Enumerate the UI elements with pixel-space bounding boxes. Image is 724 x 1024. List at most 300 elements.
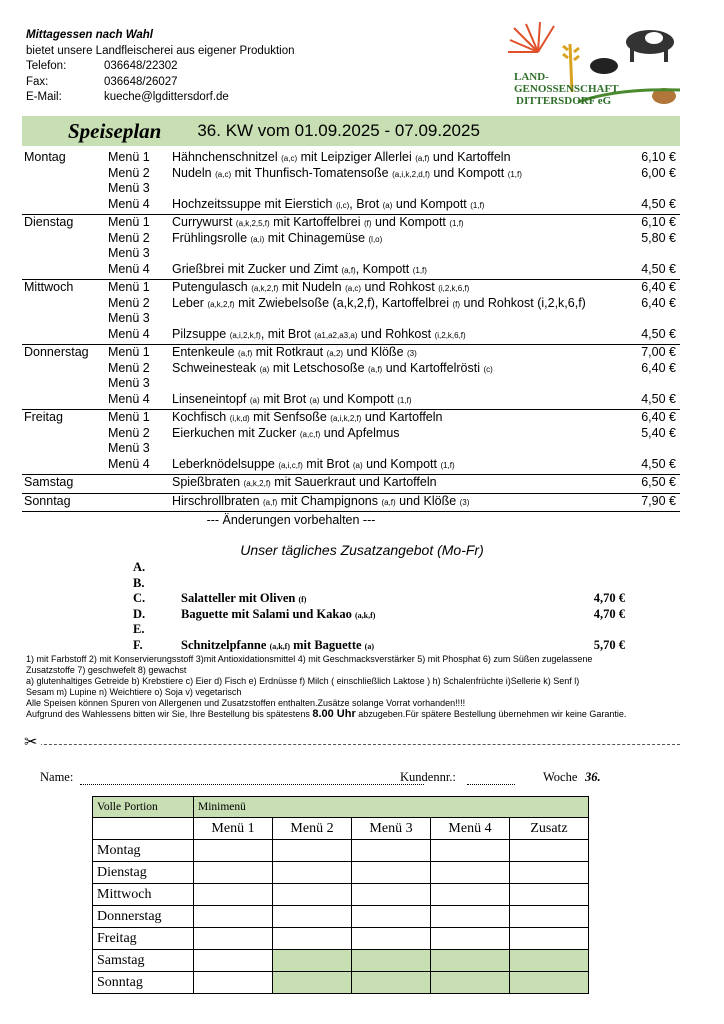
menu-line [22,311,680,327]
dish-side: mit Senfsoße [249,410,331,424]
pig-icon [590,58,618,74]
extra-price: 4,70 € [593,606,625,621]
menu-number: Menü 4 [108,261,150,276]
menu-line [22,181,680,197]
day-label [22,231,108,247]
menu-number: Menü 3 [108,311,150,325]
extra-letter: E. [133,622,145,636]
price: 6,40 € [641,295,676,310]
order-table [92,796,589,994]
menu-line [22,280,680,296]
allergen-code: (a,i,c,f) [278,460,303,470]
day-label [22,457,108,473]
header-title: Mittagessen nach Wahl [26,29,153,41]
day-label: Donnerstag [24,345,89,359]
menu-number: Menü 4 [108,326,150,341]
column-header: Menü 2 [273,818,352,840]
plan-title: Speiseplan [68,118,162,143]
scissors-icon: ✂ [24,735,41,751]
dish-text [172,494,680,510]
dish-text [172,262,680,278]
allergen-code: (a,k,f) [354,610,376,620]
order-checkbox-cell[interactable] [510,840,589,862]
dish-text [172,441,680,457]
extra-price: 4,70 € [593,591,625,605]
menu-line [22,410,680,426]
extra-item [133,591,633,607]
menu-line [22,150,680,166]
order-checkbox-cell[interactable] [273,928,352,950]
dish-side: und Klöße [343,345,407,359]
dish-side: , Kompott [355,261,413,276]
day-label [22,361,108,377]
dish-text [172,327,680,343]
customer-number-field[interactable] [467,772,515,785]
extra-letter: B. [133,575,145,590]
allergen-code: (a,k,2,5,f) [235,219,270,228]
allergen-code: (i,2,k,6,f) [434,330,466,340]
day-label: Montag [24,150,66,164]
column-header-row [93,818,589,840]
dish-text [172,231,680,247]
header-subtitle: bietet unsere Landfleischerei aus eigener Produktion [26,44,295,57]
price: 5,40 € [641,425,676,440]
extra-dish: Salatteller mit Oliven [181,591,299,605]
price: 4,50 € [641,391,676,406]
logo-text-1: LAND- [514,71,549,83]
menu-number: Menü 2 [108,230,150,245]
allergen-code: (a,i,2,k,f) [229,330,261,340]
dish-name: Leber [172,295,204,310]
dish-side: und Kartoffelrösti [382,360,484,375]
allergen-code: (a) [309,395,320,405]
day-label [22,181,108,197]
menu-line [22,231,680,247]
dish-name: Frühlingsrolle [172,230,248,245]
menu-number: Menü 2 [108,425,150,440]
extra-item [133,576,633,592]
dish-name: Pilzsuppe [172,326,227,341]
dish-side: mit Rotkraut [252,345,327,359]
row-day: Samstag [93,950,194,972]
allergen-code: (1,f) [470,200,485,210]
menu-line [22,215,680,231]
row-day: Freitag [93,928,194,950]
menu-number: Menü 1 [108,150,150,164]
dish-name: Putengulasch [172,280,248,294]
allergen-code: (a) [352,460,363,470]
price: 4,50 € [641,326,676,341]
day-label [22,246,108,262]
order-checkbox-cell[interactable] [352,906,431,928]
order-checkbox-cell[interactable] [510,906,589,928]
allergen-code: (a) [249,395,260,405]
dish-text [172,392,680,408]
extras-list [133,560,633,653]
price: 6,10 € [641,215,676,229]
dish-side: mit Brot [302,456,353,471]
allergen-code: (i,2,k,6,f) [438,284,470,293]
dish-text [172,215,680,231]
dish-name: Grießbrei mit Zucker und Zimt [172,261,339,276]
allergen-code: (a) [364,641,374,651]
allergen-code: (a,c) [215,169,232,179]
allergen-code: (a,f) [368,364,383,374]
order-checkbox-cell[interactable] [194,884,273,906]
allergen-code: (f) [452,299,461,309]
order-checkbox-cell [273,972,352,994]
allergen-code: (a,i,k,2,d,f) [392,169,430,179]
allergen-code: (a,c) [281,154,298,163]
price: 5,80 € [641,230,676,245]
dish-text [172,345,680,361]
menu-number: Menü 1 [108,215,150,229]
dish-side: mit Kartoffelbrei [269,215,364,229]
allergen-code: (a,k,2,f) [243,479,271,488]
dish-name: Schweinesteak [172,360,257,375]
dish-name: Spießbraten [172,475,241,489]
menu-line [22,296,680,312]
column-header: Menü 1 [194,818,273,840]
price: 6,00 € [641,165,676,180]
menu-line [22,345,680,361]
extra-item [133,607,633,623]
order-checkbox-cell[interactable] [352,928,431,950]
menu-number: Menü 4 [108,391,150,406]
dish-name: Hähnchenschnitzel [172,150,278,164]
dish-text [172,280,680,296]
menu-number: Menü 1 [108,410,150,424]
day-label [22,296,108,312]
price: 6,10 € [641,150,676,164]
menu-number: Menü 3 [108,246,150,260]
order-checkbox-cell[interactable] [510,862,589,884]
allergen-code: (a,f) [238,349,253,358]
allergen-code: (a) [382,200,393,210]
day-label [22,166,108,182]
order-row [93,972,589,994]
menu-line [22,361,680,377]
dish-name: Eierkuchen mit Zucker [172,425,297,440]
menu-number: Menü 4 [108,456,150,471]
allergen-code: (1,f) [412,265,427,275]
menu-line [22,376,680,392]
dish-side: mit Letschosoße [269,360,368,375]
extras-title: Unser tägliches Zusatzangebot (Mo-Fr) [240,542,484,558]
day-block-sonntag [22,494,680,513]
extra-letter: C. [133,591,146,605]
allergen-code: (a,i) [250,234,265,244]
logo-text-3: DITTERSDORF eG [516,95,612,107]
extra-item [133,638,633,654]
order-checkbox-cell [352,972,431,994]
dish-side: und Kompott [392,196,471,211]
price: 6,40 € [641,360,676,375]
order-checkbox-cell[interactable] [352,862,431,884]
day-block-dienstag [22,215,680,280]
order-checkbox-cell[interactable] [273,906,352,928]
company-logo [508,22,680,114]
menu-line [22,392,680,408]
extra-price: 5,70 € [593,637,625,652]
day-label [22,311,108,327]
price: 6,50 € [641,475,676,489]
order-checkbox-cell[interactable] [273,862,352,884]
row-day: Montag [93,840,194,862]
menu-number: Menü 1 [108,345,150,359]
name-field[interactable] [80,772,424,785]
allergen-code: (i,c) [335,200,350,210]
dish-side: und Rohkost (i,2,k,6,f) [460,295,586,310]
order-checkbox-cell[interactable] [352,884,431,906]
order-checkbox-cell[interactable] [194,972,273,994]
allergen-code: (a,f) [415,154,430,163]
dish-side: und Rohkost [357,326,435,341]
dish-name: Currywurst [172,215,233,229]
dish-side: mit Thunfisch-Tomatensoße [231,165,393,180]
allergen-code: (i,k,d) [229,414,250,423]
dish-text [172,296,680,312]
extra-dish-side: mit Baguette [290,637,365,652]
dish-name: Hochzeitssuppe mit Eierstich [172,196,333,211]
day-label: Freitag [24,410,63,424]
extra-dish: Schnitzelpfanne [181,637,270,652]
contact-fax: Fax: 036648/26027 [26,75,178,88]
allergen-code: (1,f) [449,219,464,228]
order-checkbox-cell[interactable] [431,906,510,928]
order-checkbox-cell[interactable] [431,884,510,906]
sun-rays-icon [508,22,554,52]
extra-item [133,560,633,576]
dish-side: mit Zwiebelsoße (a,k,2,f) [234,295,375,310]
order-checkbox-cell[interactable] [352,840,431,862]
menu-line [22,197,680,213]
order-deadline: Aufgrund des Wahlessens bitten wir Sie, Ihre Bestellung bis spätestens 8.00 Uhr abzugeben.Für spätere Bestellung übernehmen wir keine Garantie. [26,708,627,720]
dish-side: mit Champignons [277,493,382,508]
dish-side: , Brot [349,196,383,211]
price: 4,50 € [641,456,676,471]
name-label: Name: [40,770,74,784]
allergen-code: (c) [483,364,493,374]
allergen-code: (1,f) [397,395,412,405]
menu-table [22,150,680,527]
dish-text [172,426,680,442]
column-header: Menü 4 [431,818,510,840]
order-checkbox-cell[interactable] [194,906,273,928]
order-checkbox-cell[interactable] [431,928,510,950]
column-header: Menü 3 [352,818,431,840]
dish-text [172,311,680,327]
price: 7,00 € [641,345,676,359]
allergen-code: (a,f) [341,265,356,275]
dish-text [172,376,680,392]
changes-note: --- Änderungen vorbehalten --- [206,513,376,527]
price: 4,50 € [641,196,676,211]
empty-cell [93,818,194,840]
order-checkbox-cell[interactable] [273,884,352,906]
order-checkbox-cell[interactable] [194,840,273,862]
menu-line [22,246,680,262]
footnotes: 1) mit Farbstoff 2) mit Konservierungsstoff 3)mit Antioxidationsmittel 4) mit Geschmacksverstärker 5) mit Phosphat 6) zum Süßen zugelassene Zusatzstoffe 7) geschwefelt 8) gewachst a) glutenhaltiges Getreide b) Krebstiere c) Eier d) Fisch e) Erdnüsse f) Milch ( einschließlich Laktose ) h) Schalenfrüchte i)Sellerie k) Senf l) Sesam m) Lupine n) Weichtiere o) Soja v) vegetarisch Alle Speisen können Spuren von Allergenen und Zusatzstoffen enthalten.Zusätze solange Vorrat vorhanden!!!! Aufgrund des Wahlessens bitten wir Sie, Ihre Bestellung bis spätestens 8.00 Uhr abzugeben.Für spätere Bestellung übernehmen wir keine Garantie. [26,654,706,720]
order-checkbox-cell [510,972,589,994]
menu-line [22,327,680,343]
dish-name: Kochfisch [172,410,227,424]
menu-line [22,441,680,457]
price: 6,40 € [641,280,676,294]
dish-text [172,150,680,166]
dish-side: mit Sauerkraut und Kartoffeln [270,475,437,489]
dish-text [172,166,680,182]
dish-side: , Kartoffelbrei [374,295,453,310]
menu-line [22,426,680,442]
dish-side: und Kompott [429,165,508,180]
order-checkbox-cell [273,950,352,972]
customer-number-label: Kundennr.: [400,770,456,784]
dish-side: mit Leipziger Allerlei [297,150,416,164]
allergen-code: (a,c) [345,284,362,293]
day-block-mittwoch [22,280,680,345]
logo-text-2: GENOSSENSCHAFT [514,83,619,95]
order-checkbox-cell[interactable] [194,950,273,972]
day-label [22,441,108,457]
contact-phone: Telefon: 036648/22302 [26,60,178,72]
price: 4,50 € [641,261,676,276]
order-row [93,862,589,884]
dish-side: mit Nudeln [278,280,346,294]
extra-letter: A. [133,560,146,574]
order-checkbox-cell[interactable] [194,928,273,950]
dish-name: Hirschrollbraten [172,493,260,508]
dish-text [172,457,680,473]
order-checkbox-cell [510,950,589,972]
column-header: Zusatz [510,818,589,840]
day-label: Dienstag [24,215,74,229]
day-label [22,426,108,442]
row-day: Sonntag [93,972,194,994]
allergen-code: (3) [459,497,470,507]
allergen-code: (a,c,f) [299,429,321,439]
dish-text [172,197,680,213]
menu-line [22,494,680,510]
plan-title-band [22,116,680,146]
day-label [22,376,108,392]
extra-text [181,591,306,607]
cut-line [24,744,680,745]
day-block-montag [22,150,680,215]
allergen-code: (3) [407,349,417,358]
dish-side: und Kompott [371,215,450,229]
dish-name: Nudeln [172,165,212,180]
order-row [93,950,589,972]
menu-line [22,457,680,473]
day-block-freitag [22,410,680,475]
order-checkbox-cell[interactable] [431,840,510,862]
allergen-code: (a,k,2,f) [251,284,279,293]
allergen-code: (a,k,2,f) [207,299,235,309]
dish-text [172,475,680,491]
allergen-code: (a,i,k,2,f) [330,414,362,423]
week-label: Woche [543,770,578,784]
order-checkbox-cell[interactable] [273,840,352,862]
menu-number: Menü 2 [108,165,150,180]
allergen-code: (a) [259,364,270,374]
allergen-code: (l,o) [368,234,383,244]
price: 7,90 € [641,493,676,508]
order-checkbox-cell[interactable] [510,928,589,950]
dish-side: , mit Brot [260,326,315,341]
dish-name: Entenkeule [172,345,235,359]
dish-side: und Apfelmus [320,425,400,440]
day-label: Samstag [24,475,74,489]
dish-side: und Kompott [362,456,441,471]
dish-name: Leberknödelsuppe [172,456,275,471]
header-full-portion: Volle Portion [93,797,194,818]
menu-number: Menü 1 [108,280,150,294]
header-minimenu: Minimenü [194,797,589,818]
dish-text [172,410,680,426]
row-day: Donnerstag [93,906,194,928]
allergen-code: (f) [363,219,372,228]
order-row [93,906,589,928]
menu-number: Menü 4 [108,196,150,211]
dish-side: mit Brot [259,391,310,406]
extra-letter: D. [133,606,146,621]
allergen-code: (a,f) [263,497,278,507]
dish-name: Linseneintopf [172,391,247,406]
order-header-row [93,797,589,818]
dish-side: und Kompott [319,391,398,406]
allergen-code: (a1,a2,a3,a) [314,330,358,340]
order-row [93,884,589,906]
dish-side: mit Chinagemüse [264,230,369,245]
extra-letter: F. [133,637,143,652]
order-checkbox-cell[interactable] [431,862,510,884]
menu-line [22,475,680,491]
allergen-code: (a,k,f) [269,641,291,651]
header [26,28,295,106]
menu-line [22,262,680,278]
day-block-samstag [22,475,680,494]
allergen-code: (a,2) [326,349,344,358]
dish-text [172,246,680,262]
menu-number: Menü 3 [108,181,150,195]
day-label: Sonntag [24,493,71,508]
menu-number: Menü 2 [108,295,150,310]
day-block-donnerstag [22,345,680,410]
plan-week: 36. KW vom 01.09.2025 - 07.09.2025 [197,121,480,140]
extra-text [181,607,375,623]
menu-line [22,166,680,182]
order-checkbox-cell[interactable] [194,862,273,884]
allergen-code: (a,f) [381,497,396,507]
dish-side: und Kartoffeln [429,150,511,164]
extra-dish: Baguette mit Salami und Kakao [181,606,355,621]
extra-text [181,638,374,654]
menu-number: Menü 3 [108,376,150,390]
price: 6,40 € [641,410,676,424]
week-value: 36. [585,770,601,784]
dish-text [172,181,680,197]
allergen-code: (1,f) [507,169,522,179]
day-label: Mittwoch [24,280,74,294]
row-day: Dienstag [93,862,194,884]
order-row [93,928,589,950]
dish-text [172,361,680,377]
extra-item [133,622,633,638]
allergen-code: (f) [298,595,307,604]
dish-side: und Klöße [395,493,460,508]
order-checkbox-cell[interactable] [510,884,589,906]
